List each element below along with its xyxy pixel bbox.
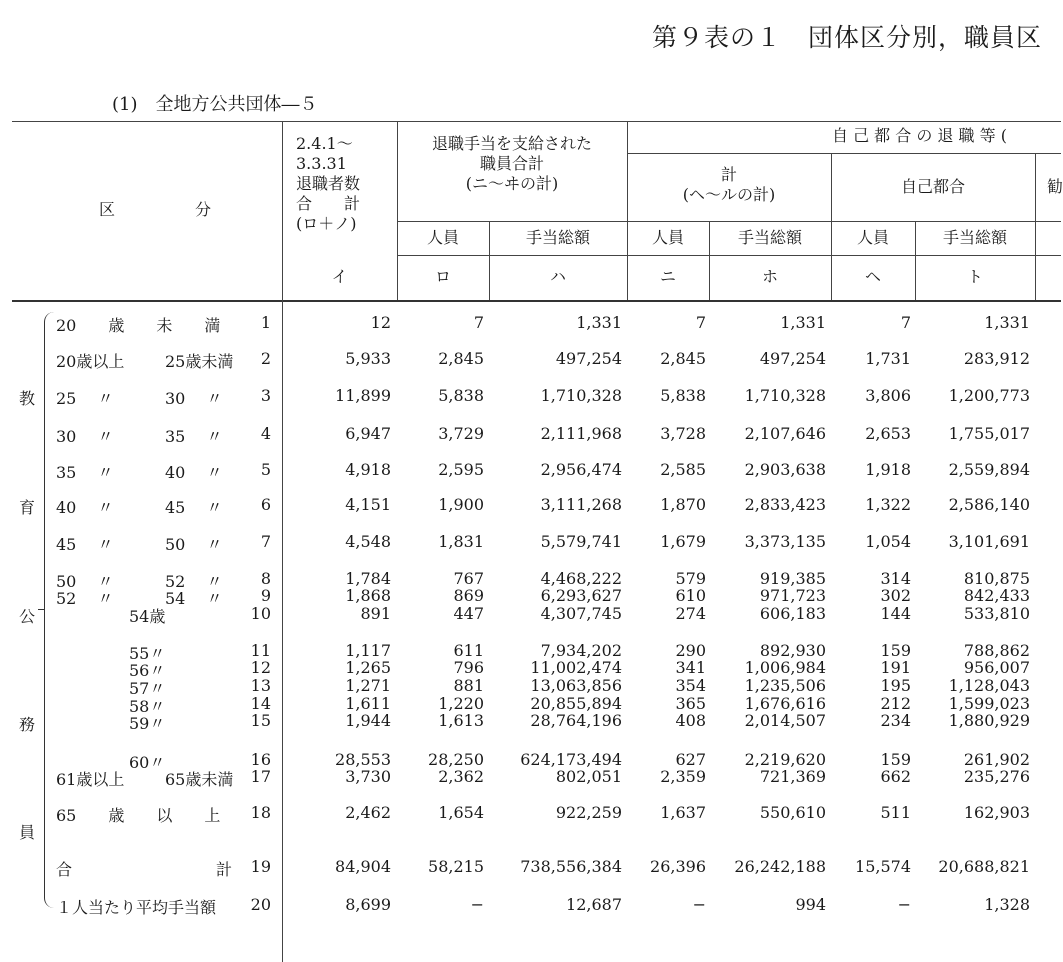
row-label: 20歳以上 [56, 352, 125, 371]
cell-value: 4,468,222 [540, 569, 622, 588]
cell-value: 511 [880, 803, 911, 822]
cell-value: 721,369 [759, 767, 826, 786]
cell-value: 1,220 [438, 694, 484, 713]
cell-value: 610 [675, 586, 706, 605]
cell-value: 191 [880, 658, 911, 677]
cell-value: 1,328 [984, 895, 1030, 914]
category-char: 教 [19, 389, 36, 408]
cell-value: 12 [370, 313, 391, 332]
cell-value: 624,173,494 [520, 750, 622, 769]
cell-value: 11,899 [335, 386, 391, 405]
row-number: 11 [250, 641, 271, 660]
category-char: 育 [19, 498, 36, 517]
cell-value: 58,215 [428, 857, 484, 876]
cell-value: 1,710,328 [540, 386, 622, 405]
cell-value: 4,918 [345, 460, 391, 479]
cell-value: 274 [675, 604, 706, 623]
cell-value: 1,710,328 [744, 386, 826, 405]
col-letter: ヘ [864, 267, 881, 286]
cell-value: 1,265 [345, 658, 391, 677]
cell-value: 2,362 [438, 767, 484, 786]
cell-value: 28,250 [428, 750, 484, 769]
cell-value: 1,006,984 [744, 658, 826, 677]
cell-value: 892,930 [759, 641, 826, 660]
cell-value: − [692, 895, 706, 914]
cell-value: 627 [675, 750, 706, 769]
cell-value: 2,845 [660, 349, 706, 368]
cell-value: 2,833,423 [744, 495, 826, 514]
cell-value: − [470, 895, 484, 914]
cell-value: 1,637 [660, 803, 706, 822]
row-number: 13 [250, 676, 271, 695]
cell-value: 3,806 [865, 386, 911, 405]
cell-value: 5,933 [345, 349, 391, 368]
row-label-secondary: 59〃 [129, 714, 166, 733]
cell-value: 550,610 [759, 803, 826, 822]
cell-value: 2,585 [660, 460, 706, 479]
row-number: 20 [250, 895, 271, 914]
row-label-secondary: 54 〃 [165, 589, 223, 608]
cell-value: 2,653 [865, 424, 911, 443]
cell-value: 5,838 [660, 386, 706, 405]
row-label: 25 〃 [56, 389, 114, 408]
cell-value: 1,235,506 [744, 676, 826, 695]
cell-value: 3,730 [345, 767, 391, 786]
row-number: 4 [260, 424, 271, 443]
row-label-secondary: 30 〃 [165, 389, 223, 408]
cell-value: 802,051 [555, 767, 622, 786]
row-number: 8 [260, 569, 271, 588]
cell-value: 162,903 [963, 803, 1030, 822]
row-label: 20 歳 未 満 [56, 316, 221, 335]
col-letter: ロ [434, 267, 451, 286]
cell-value: 1,271 [345, 676, 391, 695]
cell-value: 11,002,474 [530, 658, 622, 677]
row-label-secondary: 55〃 [129, 644, 166, 663]
col-label: 手当総額 [942, 228, 1007, 247]
cell-value: 212 [880, 694, 911, 713]
row-number: 2 [260, 349, 271, 368]
cell-value: 1,117 [345, 641, 391, 660]
cell-value: 842,433 [963, 586, 1030, 605]
cell-value: 5,579,741 [540, 532, 622, 551]
cell-value: 2,107,646 [744, 424, 826, 443]
cell-value: 235,276 [963, 767, 1030, 786]
cell-value: − [897, 895, 911, 914]
col-label: 手当総額 [525, 228, 590, 247]
row-number: 18 [250, 803, 271, 822]
row-number: 9 [260, 586, 271, 605]
cell-value: 408 [675, 711, 706, 730]
cell-value: 606,183 [759, 604, 826, 623]
col-letter: イ [331, 267, 348, 286]
cell-value: 15,574 [855, 857, 911, 876]
cell-value: 810,875 [963, 569, 1030, 588]
cell-value: 1,944 [345, 711, 391, 730]
category-char: 務 [19, 715, 36, 734]
cell-value: 1,731 [865, 349, 911, 368]
cell-value: 994 [795, 895, 826, 914]
cell-value: 2,559,894 [948, 460, 1030, 479]
cell-value: 2,595 [438, 460, 484, 479]
col-letter: ホ [761, 267, 778, 286]
cell-value: 3,373,135 [744, 532, 826, 551]
row-brace [44, 312, 55, 908]
cell-value: 3,111,268 [540, 495, 622, 514]
cell-value: 2,903,638 [744, 460, 826, 479]
cell-value: 290 [675, 641, 706, 660]
cell-value: 611 [453, 641, 484, 660]
row-number: 12 [250, 658, 271, 677]
cell-value: 2,586,140 [948, 495, 1030, 514]
row-label-secondary: 57〃 [129, 679, 166, 698]
cell-value: 1,613 [438, 711, 484, 730]
cell-value: 261,902 [963, 750, 1030, 769]
cell-value: 497,254 [555, 349, 622, 368]
row-label-secondary: 50 〃 [165, 535, 223, 554]
header-group-jiko: 自己都合 [900, 177, 965, 196]
row-number: 10 [250, 604, 271, 623]
cell-value: 4,307,745 [540, 604, 622, 623]
col-label: 人員 [651, 228, 684, 247]
category-char: 公 [19, 607, 36, 626]
cell-value: 314 [880, 569, 911, 588]
col-label: 人員 [426, 228, 459, 247]
row-label: 35 〃 [56, 463, 114, 482]
cell-value: 2,462 [345, 803, 391, 822]
cell-value: 28,553 [335, 750, 391, 769]
cell-value: 579 [675, 569, 706, 588]
cell-value: 12,687 [566, 895, 622, 914]
col-letter: ト [966, 267, 983, 286]
cell-value: 1,654 [438, 803, 484, 822]
cell-value: 5,838 [438, 386, 484, 405]
cell-value: 971,723 [759, 586, 826, 605]
header-section: 区 分 [98, 200, 211, 219]
cell-value: 2,956,474 [540, 460, 622, 479]
row-brace-tip [38, 609, 45, 610]
cell-value: 1,322 [865, 495, 911, 514]
row-label-secondary: 54歳 [129, 607, 166, 626]
cell-value: 767 [453, 569, 484, 588]
cell-value: 354 [675, 676, 706, 695]
row-number: 3 [260, 386, 271, 405]
cell-value: 922,259 [555, 803, 622, 822]
row-number: 15 [250, 711, 271, 730]
cell-value: 144 [880, 604, 911, 623]
cell-value: 788,862 [963, 641, 1030, 660]
cell-value: 1,870 [660, 495, 706, 514]
cell-value: 84,904 [335, 857, 391, 876]
cell-value: 2,111,968 [540, 424, 622, 443]
row-number: 17 [250, 767, 271, 786]
cell-value: 159 [880, 641, 911, 660]
cell-value: 2,359 [660, 767, 706, 786]
row-label-secondary: 40 〃 [165, 463, 223, 482]
cell-value: 341 [675, 658, 706, 677]
cell-value: 7 [900, 313, 911, 332]
cell-value: 796 [453, 658, 484, 677]
cell-value: 1,128,043 [948, 676, 1030, 695]
cell-value: 20,855,894 [530, 694, 622, 713]
cell-value: 3,728 [660, 424, 706, 443]
cell-value: 3,101,691 [948, 532, 1030, 551]
cell-value: 881 [453, 676, 484, 695]
cell-value: 8,699 [345, 895, 391, 914]
sub-title: (1) 全地方公共団体―５ [112, 94, 318, 115]
cell-value: 891 [360, 604, 391, 623]
rule-header-bottom [12, 300, 1061, 302]
cell-value: 956,007 [963, 658, 1030, 677]
col-letter: ニ [659, 267, 676, 286]
cell-value: 2,219,620 [744, 750, 826, 769]
cell-value: 1,599,023 [948, 694, 1030, 713]
cell-value: 26,396 [650, 857, 706, 876]
row-label-secondary: 52 〃 [165, 572, 223, 591]
col-letter: ハ [549, 267, 566, 286]
row-label: 40 〃 [56, 498, 114, 517]
cell-value: 2,845 [438, 349, 484, 368]
header-group1: 退職手当を支給された 職員合計 (ニ～ヰの計) [431, 134, 592, 193]
col-label: 手当総額 [737, 228, 802, 247]
cell-value: 1,679 [660, 532, 706, 551]
cell-value: 13,063,856 [530, 676, 622, 695]
cell-value: 365 [675, 694, 706, 713]
row-label-secondary: 35 〃 [165, 427, 223, 446]
cell-value: 234 [880, 711, 911, 730]
cell-value: 533,810 [963, 604, 1030, 623]
header-group-kei: 計 (ヘ～ルの計) [682, 165, 776, 204]
cell-value: 1,880,929 [948, 711, 1030, 730]
row-label-secondary: 45 〃 [165, 498, 223, 517]
cell-value: 7 [473, 313, 484, 332]
header-col-i: 2.4.1～ 3.3.31 退職者数 合 計 (ロ＋ノ) [296, 134, 361, 233]
cell-value: 26,242,188 [734, 857, 826, 876]
cell-value: 302 [880, 586, 911, 605]
cell-value: 497,254 [759, 349, 826, 368]
row-label: 50 〃 [56, 572, 114, 591]
cell-value: 159 [880, 750, 911, 769]
page-title: 第９表の１ 団体区分別，職員区 [652, 23, 1043, 52]
cell-value: 1,331 [780, 313, 826, 332]
cell-value: 283,912 [963, 349, 1030, 368]
row-label: 61歳以上 [56, 770, 125, 789]
cell-value: 1,331 [984, 313, 1030, 332]
cell-value: 1,900 [438, 495, 484, 514]
cell-value: 6,947 [345, 424, 391, 443]
cell-value: 1,918 [865, 460, 911, 479]
row-label: 65 歳 以 上 [56, 806, 221, 825]
row-label-secondary: 25歳未満 [165, 352, 234, 371]
row-label: 30 〃 [56, 427, 114, 446]
cell-value: 1,676,616 [744, 694, 826, 713]
header-cut-label: 勧 [1047, 177, 1063, 196]
vline-4 [1035, 153, 1036, 300]
cell-value: 28,764,196 [530, 711, 622, 730]
rule-h2 [397, 221, 1061, 222]
cell-value: 1,331 [576, 313, 622, 332]
cell-value: 1,200,773 [948, 386, 1030, 405]
rule-top [12, 121, 1061, 122]
cell-value: 20,688,821 [938, 857, 1030, 876]
cell-value: 1,611 [345, 694, 391, 713]
cell-value: 4,548 [345, 532, 391, 551]
cell-value: 1,868 [345, 586, 391, 605]
cell-value: 738,556,384 [520, 857, 622, 876]
header-group-self: 自 己 都 合 の 退 職 等 ( [832, 126, 1007, 145]
cell-value: 7 [695, 313, 706, 332]
cell-value: 4,151 [345, 495, 391, 514]
cell-value: 1,755,017 [948, 424, 1030, 443]
cell-value: 1,054 [865, 532, 911, 551]
cell-value: 662 [880, 767, 911, 786]
rule-h1 [627, 153, 1061, 154]
cell-value: 6,293,627 [540, 586, 622, 605]
row-label-secondary: 56〃 [129, 661, 166, 680]
row-label: １人当たり平均手当額 [56, 898, 217, 917]
row-number: 5 [260, 460, 271, 479]
cell-value: 1,784 [345, 569, 391, 588]
row-number: 7 [260, 532, 271, 551]
row-label: 45 〃 [56, 535, 114, 554]
row-label: 合 計 [56, 860, 233, 879]
cell-value: 447 [453, 604, 484, 623]
row-number: 14 [250, 694, 271, 713]
cell-value: 195 [880, 676, 911, 695]
cell-value: 1,831 [438, 532, 484, 551]
rule-h3 [397, 255, 1061, 256]
cell-value: 3,729 [438, 424, 484, 443]
cell-value: 7,934,202 [540, 641, 622, 660]
row-label-secondary: 65歳未満 [165, 770, 234, 789]
category-char: 員 [19, 823, 36, 842]
col-label: 人員 [856, 228, 889, 247]
row-label-secondary: 60〃 [129, 753, 166, 772]
cell-value: 2,014,507 [744, 711, 826, 730]
cell-value: 919,385 [759, 569, 826, 588]
cell-value: 869 [453, 586, 484, 605]
row-number: 6 [260, 495, 271, 514]
vline-section [282, 121, 283, 962]
row-number: 19 [250, 857, 271, 876]
row-number: 16 [250, 750, 271, 769]
row-label-secondary: 58〃 [129, 697, 166, 716]
row-label: 52 〃 [56, 589, 114, 608]
row-number: 1 [260, 313, 271, 332]
